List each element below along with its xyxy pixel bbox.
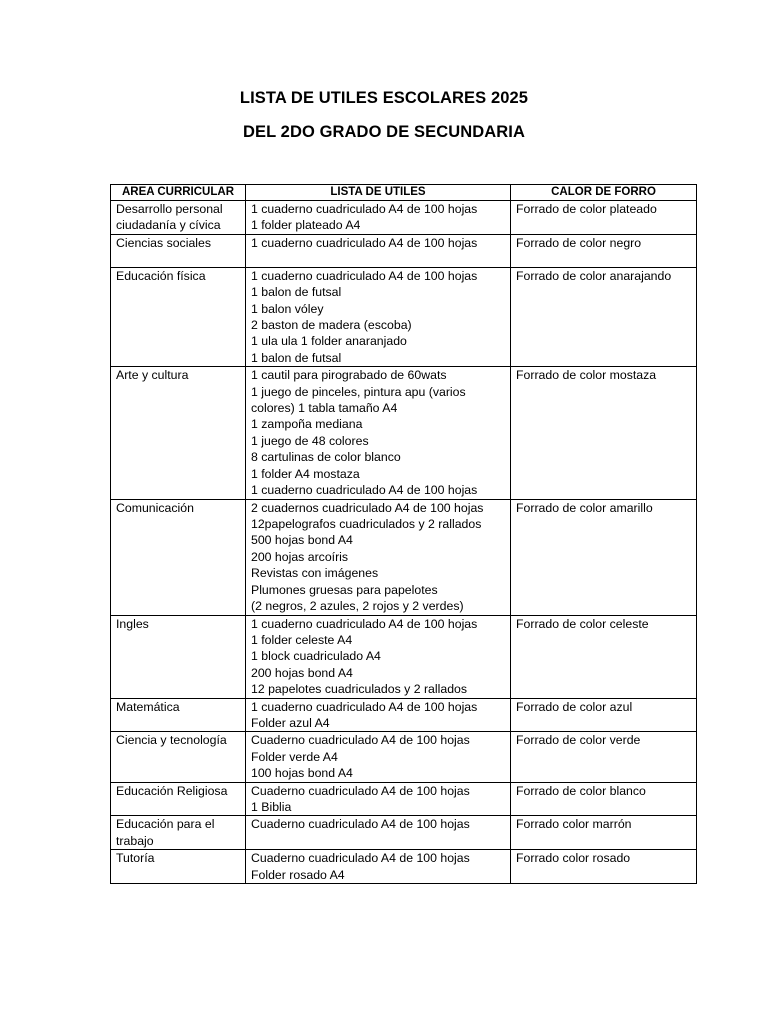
cover-color-text: Forrado de color negro <box>516 235 642 250</box>
table-row <box>111 201 697 235</box>
header-calor-de-forro: CALOR DE FORRO <box>511 185 697 201</box>
supplies-cell <box>246 267 511 366</box>
supply-item: 1 Biblia <box>251 799 292 814</box>
supply-item: 1 ula ula 1 folder anaranjado <box>251 334 407 349</box>
supplies-cell <box>246 850 511 884</box>
supply-item: 12 papelotes cuadriculados y 2 rallados <box>251 682 468 697</box>
supply-item: Cuaderno cuadriculado A4 de 100 hojas <box>251 783 470 798</box>
supply-item: Folder verde A4 <box>251 749 338 764</box>
area-name: Ciencia y tecnología <box>116 733 227 748</box>
supply-item: 1 cuaderno cuadriculado A4 de 100 hojas <box>251 202 478 216</box>
area-name: Educación para el trabajo <box>116 817 215 848</box>
supply-item: 1 balon de futsal <box>251 285 342 300</box>
cover-color-text: Forrado de color amarillo <box>516 500 653 515</box>
table-header-row <box>111 185 697 201</box>
supply-item: 100 hojas bond A4 <box>251 766 353 781</box>
supply-item: 1 folder A4 mostaza <box>251 466 360 481</box>
supply-item: 500 hojas bond A4 <box>251 533 353 548</box>
supply-item: Folder rosado A4 <box>251 867 345 882</box>
supply-item: 1 block cuadriculado A4 <box>251 649 381 664</box>
header-area-curricular: AREA CURRICULAR <box>111 185 246 201</box>
area-name: Ingles <box>116 616 149 631</box>
table-row <box>111 499 697 615</box>
area-name: Matemática <box>116 699 180 714</box>
supply-item: Cuaderno cuadriculado A4 de 100 hojas <box>251 851 470 866</box>
table-row <box>111 367 697 499</box>
table-row <box>111 782 697 816</box>
cover-color-text: Forrado color rosado <box>516 851 631 866</box>
supply-item: 1 folder celeste A4 <box>251 632 353 647</box>
header-lista-de-utiles: LISTA DE UTILES <box>246 185 511 201</box>
area-name: Tutoría <box>116 851 155 866</box>
supply-item: 2 cuadernos cuadriculado A4 de 100 hojas <box>251 500 484 515</box>
supply-item: 12papelografos cuadriculados y 2 rallados <box>251 516 482 531</box>
area-name: Educación física <box>116 268 206 283</box>
area-cell <box>111 267 246 366</box>
document-subtitle: DEL 2DO GRADO DE SECUNDARIA <box>242 123 525 141</box>
cover-color-cell <box>511 615 697 698</box>
supply-item: 1 balon vóley <box>251 301 324 316</box>
cover-color-cell <box>511 850 697 884</box>
table-row <box>111 732 697 782</box>
area-cell <box>111 234 246 267</box>
cover-color-cell <box>511 782 697 816</box>
supply-item: 1 cuaderno cuadriculado A4 de 100 hojas <box>251 268 478 283</box>
table-row <box>111 267 697 366</box>
cover-color-cell <box>511 234 697 267</box>
cover-color-cell <box>511 499 697 615</box>
area-cell <box>111 732 246 782</box>
supply-item: 200 hojas arcoíris <box>251 549 349 564</box>
supply-item: 8 cartulinas de color blanco <box>251 450 401 465</box>
cover-color-text: Forrado de color verde <box>516 733 641 748</box>
area-cell <box>111 367 246 499</box>
supply-item: 1 cuaderno cuadriculado A4 de 100 hojas <box>251 483 478 498</box>
supplies-cell <box>246 698 511 732</box>
supply-item: 1 balon de futsal <box>251 350 342 365</box>
area-name: Ciencias sociales <box>116 235 212 250</box>
supply-item: Cuaderno cuadriculado A4 de 100 hojas <box>251 817 470 832</box>
supply-item: 1 juego de 48 colores <box>251 433 369 448</box>
area-cell <box>111 816 246 850</box>
table-row <box>111 698 697 732</box>
cover-color-text: Forrado de color anarajando <box>516 268 672 283</box>
supplies-cell <box>246 234 511 267</box>
cover-color-text: Forrado de color mostaza <box>516 368 657 383</box>
supply-item: 2 baston de madera (escoba) <box>251 318 412 333</box>
supplies-cell <box>246 782 511 816</box>
supply-item: 1 cuaderno cuadriculado A4 de 100 hojas <box>251 616 478 631</box>
cover-color-text: Forrado color marrón <box>516 817 632 832</box>
cover-color-cell <box>511 367 697 499</box>
area-name: Arte y cultura <box>116 368 189 383</box>
cover-color-cell <box>511 267 697 366</box>
area-cell <box>111 782 246 816</box>
supplies-cell <box>246 367 511 499</box>
supply-item: 1 cuaderno cuadriculado A4 de 100 hojas <box>251 235 478 250</box>
supply-item: 1 zampoña mediana <box>251 417 363 432</box>
supply-item: (2 negros, 2 azules, 2 rojos y 2 verdes) <box>251 598 464 613</box>
table-row <box>111 850 697 884</box>
table-row <box>111 615 697 698</box>
supplies-table <box>110 184 697 884</box>
cover-color-text: Forrado de color celeste <box>516 616 649 631</box>
area-cell <box>111 615 246 698</box>
cover-color-text: Forrado de color plateado <box>516 202 657 216</box>
supplies-cell <box>246 615 511 698</box>
area-name: Comunicación <box>116 500 194 515</box>
supply-item: 1 juego de pinceles, pintura apu (varios colores) 1 tabla tamaño A4 <box>251 384 466 416</box>
table-row <box>111 234 697 267</box>
supply-item: Revistas con imágenes <box>251 566 379 581</box>
cover-color-text: Forrado de color blanco <box>516 783 646 798</box>
area-cell <box>111 201 246 235</box>
supply-item: 1 cuaderno cuadriculado A4 de 100 hojas <box>251 699 478 714</box>
supply-item: Cuaderno cuadriculado A4 de 100 hojas <box>251 733 470 748</box>
supply-item: 1 folder plateado A4 <box>251 218 361 233</box>
supply-item: Plumones gruesas para papelotes <box>251 582 438 597</box>
supplies-cell <box>246 732 511 782</box>
cover-color-cell <box>511 732 697 782</box>
area-cell <box>111 698 246 732</box>
supply-item: 1 cautil para pirograbado de 60wats <box>251 368 447 383</box>
area-name: Desarrollo personal ciudadanía y cívica <box>116 202 223 233</box>
supply-item: Folder azul A4 <box>251 715 330 730</box>
cover-color-cell <box>511 816 697 850</box>
cover-color-text: Forrado de color azul <box>516 699 633 714</box>
cover-color-cell <box>511 201 697 235</box>
supplies-cell <box>246 201 511 235</box>
supplies-cell <box>246 816 511 850</box>
supplies-cell <box>246 499 511 615</box>
area-name: Educación Religiosa <box>116 783 228 798</box>
supply-item: 200 hojas bond A4 <box>251 665 353 680</box>
table-row <box>111 816 697 850</box>
document-title: LISTA DE UTILES ESCOLARES 2025 <box>239 89 529 107</box>
area-cell <box>111 499 246 615</box>
table-body <box>111 201 697 884</box>
cover-color-cell <box>511 698 697 732</box>
area-cell <box>111 850 246 884</box>
